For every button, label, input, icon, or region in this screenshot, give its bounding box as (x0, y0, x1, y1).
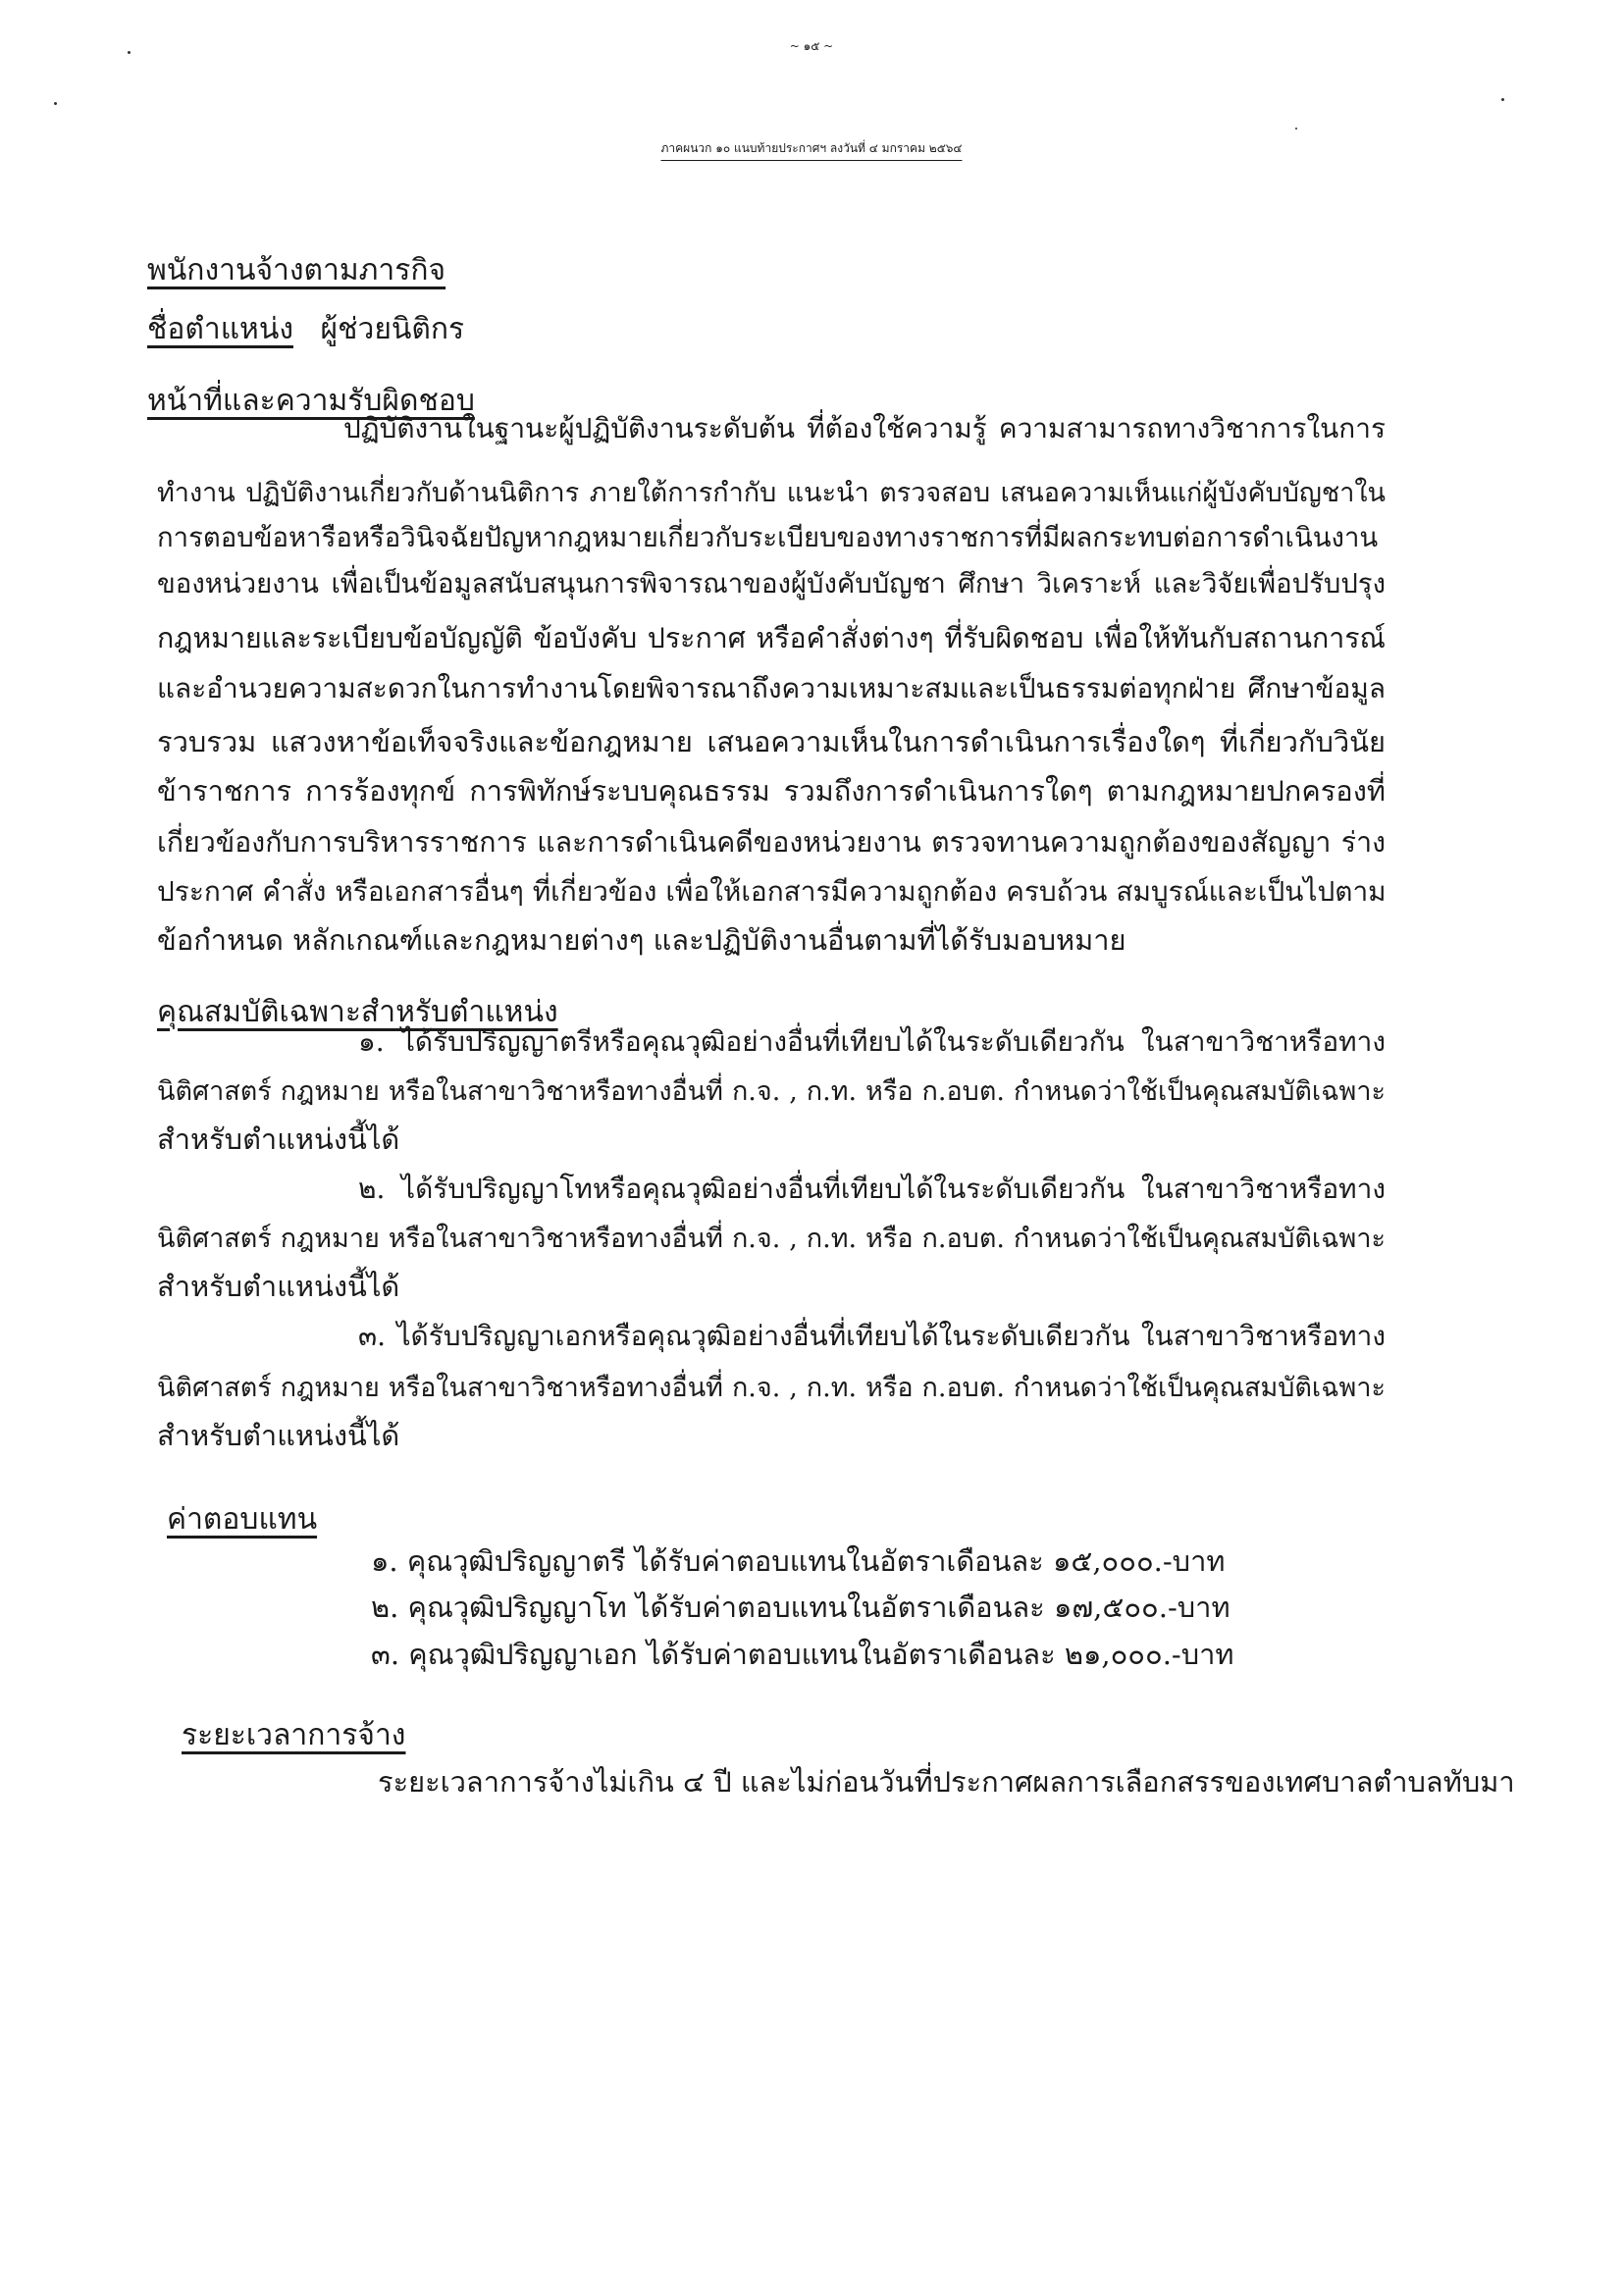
qualification-item: ๓. ได้รับปริญญาเอกหรือคุณวุฒิอย่างอื่นที่เทียบได้ในระดับเดียวกัน ในสาขาวิชาหรือทาง (358, 1320, 1386, 1352)
employment-type-heading: พนักงานจ้างตามภารกิจ (147, 253, 446, 287)
scan-speck (1501, 98, 1504, 101)
page-title: ภาคผนวก ๑๐ แนบท้ายประกาศฯ ลงวันที่ ๔ มกราคม ๒๕๖๔ (660, 141, 963, 155)
qualification-item: นิติศาสตร์ กฎหมาย หรือในสาขาวิชาหรือทางอื่นที่ ก.จ. , ก.ท. หรือ ก.อบต. กำหนดว่าใช้เป็นคุณสมบัติเฉพาะ (157, 1373, 1386, 1403)
qualification-item: ๑. ได้รับปริญญาตรีหรือคุณวุฒิอย่างอื่นที่เทียบได้ในระดับเดียวกัน ในสาขาวิชาหรือทาง (358, 1025, 1386, 1058)
qualification-item: สำหรับตำแหน่งนี้ได้ (157, 1122, 400, 1156)
employment-period-text: ระยะเวลาการจ้างไม่เกิน ๔ ปี และไม่ก่อนวันที่ประกาศผลการเลือกสรรของเทศบาลตำบลทับมา (378, 1765, 1515, 1799)
qualification-item: สำหรับตำแหน่งนี้ได้ (157, 1419, 400, 1452)
duties-line: และอำนวยความสะดวกในการทำงานโดยพิจารณาถึงความเหมาะสมและเป็นธรรมต่อทุกฝ่าย ศึกษาข้อมูล (157, 672, 1386, 704)
employment-period-heading: ระยะเวลาการจ้าง (182, 1718, 406, 1752)
duties-line: ของหน่วยงาน เพื่อเป็นข้อมูลสนับสนุนการพิจารณาของผู้บังคับบัญชา ศึกษา วิเคราะห์ และวิจัยเพื่อปรับปรุง (157, 568, 1386, 600)
duties-line: กฎหมายและระเบียบข้อบัญญัติ ข้อบังคับ ประกาศ หรือคำสั่งต่างๆ ที่รับผิดชอบ เพื่อให้ทันกับสถานการณ์ (157, 622, 1386, 654)
duties-line: ทำงาน ปฏิบัติงานเกี่ยวกับด้านนิติการ ภายใต้การกำกับ แนะนำ ตรวจสอบ เสนอความเห็นแก่ผู้บังคับบัญชาใน (157, 478, 1386, 508)
qualification-item: ๒. ได้รับปริญญาโทหรือคุณวุฒิอย่างอื่นที่เทียบได้ในระดับเดียวกัน ในสาขาวิชาหรือทาง (358, 1173, 1386, 1205)
qualifications-heading: คุณสมบัติเฉพาะสำหรับตำแหน่ง (157, 995, 558, 1029)
duties-line: ข้อกำหนด หลักเกณฑ์และกฎหมายต่างๆ และปฏิบัติงานอื่นตามที่ได้รับมอบหมาย (157, 923, 1126, 957)
scan-speck (54, 102, 57, 105)
qualification-item: นิติศาสตร์ กฎหมาย หรือในสาขาวิชาหรือทางอื่นที่ ก.จ. , ก.ท. หรือ ก.อบต. กำหนดว่าใช้เป็นคุณสมบัติเฉพาะ (157, 1076, 1386, 1107)
position-value: ผู้ช่วยนิติกร (320, 312, 465, 346)
compensation-item: ๓. คุณวุฒิปริญญาเอก ได้รับค่าตอบแทนในอัตราเดือนละ ๒๑,๐๐๐.-บาท (371, 1638, 1234, 1671)
page-number: ~ ๑๕ ~ (789, 39, 834, 53)
duties-line: ประกาศ คำสั่ง หรือเอกสารอื่นๆ ที่เกี่ยวข้อง เพื่อให้เอกสารมีความถูกต้อง ครบถ้วน สมบูรณ์และเป็นไปตาม (157, 875, 1387, 908)
position-row (147, 306, 464, 352)
duties-line: ข้าราชการ การร้องทุกข์ การพิทักษ์ระบบคุณธรรม รวมถึงการดำเนินการใดๆ ตามกฎหมายปกครองที่ (157, 774, 1386, 808)
duties-line: รวบรวม แสวงหาข้อเท็จจริงและข้อกฎหมาย เสนอความเห็นในการดำเนินการเรื่องใดๆ ที่เกี่ยวกับวินัย (157, 725, 1386, 758)
duties-line: เกี่ยวข้องกับการบริหารราชการ และการดำเนินคดีของหน่วยงาน ตรวจทานความถูกต้องของสัญญา ร่าง (157, 826, 1386, 859)
qualification-item: นิติศาสตร์ กฎหมาย หรือในสาขาวิชาหรือทางอื่นที่ ก.จ. , ก.ท. หรือ ก.อบต. กำหนดว่าใช้เป็นคุณสมบัติเฉพาะ (157, 1224, 1386, 1254)
duties-line: ปฏิบัติงานในฐานะผู้ปฏิบัติงานระดับต้น ที่ต้องใช้ความรู้ ความสามารถทางวิชาการในการ (343, 412, 1386, 444)
qualification-item: สำหรับตำแหน่งนี้ได้ (157, 1270, 400, 1303)
duties-heading: หน้าที่และความรับผิดชอบ (147, 384, 475, 418)
compensation-item: ๑. คุณวุฒิปริญญาตรี ได้รับค่าตอบแทนในอัตราเดือนละ ๑๕,๐๐๐.-บาท (371, 1544, 1226, 1578)
position-label: ชื่อตำแหน่ง (147, 312, 293, 346)
scan-speck (1295, 128, 1297, 130)
duties-line: การตอบข้อหารือหรือวินิจฉัยปัญหากฎหมายเกี่ยวกับระเบียบของทางราชการที่มีผลกระทบต่อการดำเนินงาน (157, 522, 1379, 553)
compensation-heading: ค่าตอบแทน (167, 1502, 318, 1537)
compensation-item: ๒. คุณวุฒิปริญญาโท ได้รับค่าตอบแทนในอัตราเดือนละ ๑๗,๕๐๐.-บาท (371, 1591, 1230, 1624)
